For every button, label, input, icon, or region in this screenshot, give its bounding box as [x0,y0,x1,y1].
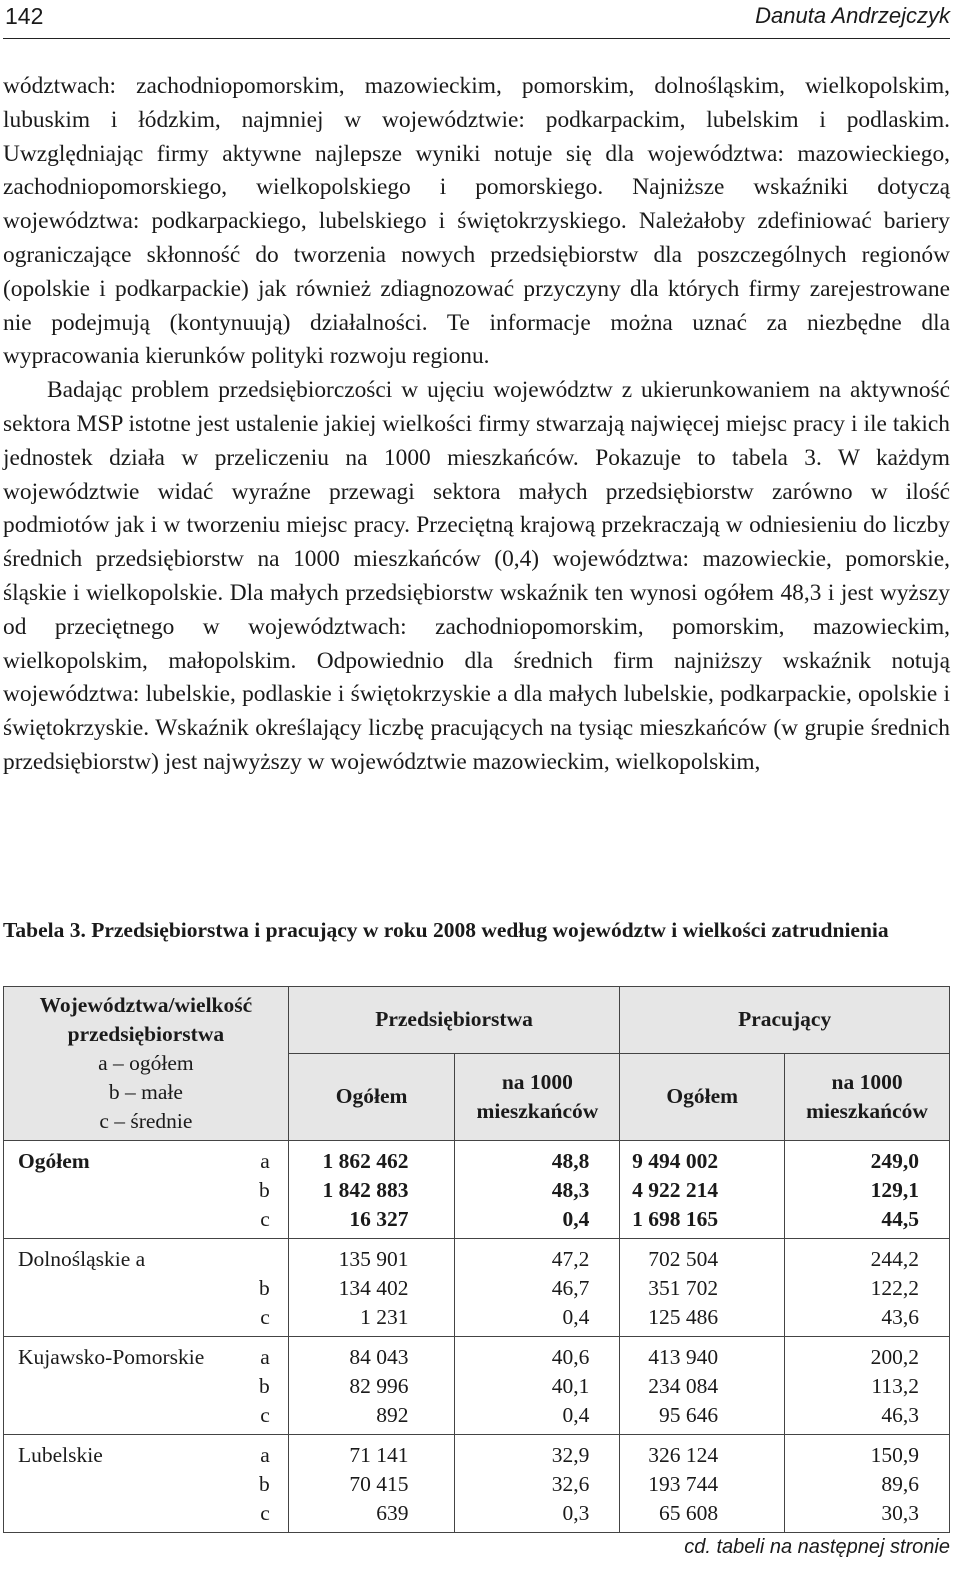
employed-total-cell [620,1435,785,1533]
value: 46,7 [551,1276,590,1300]
region-cell [4,1435,289,1533]
value: 46,3 [881,1403,919,1427]
region-header-title: Województwa/wielkość [39,993,253,1017]
col-header-total: Ogółem [288,1053,455,1140]
value: 16 327 [349,1207,409,1231]
table-body [4,1141,950,1533]
value: 95 646 [658,1403,719,1427]
value: 702 504 [648,1247,719,1271]
value: 70 415 [349,1472,409,1496]
region-name: Ogółem [18,1149,90,1173]
value: 48,3 [551,1178,590,1202]
col-header-per-1000-employed-line2: mieszkańców [806,1098,928,1123]
page-header [3,0,950,39]
enterprises-total-cell [288,1435,455,1533]
region-name: Lubelskie [18,1443,103,1467]
value: 89,6 [881,1472,919,1496]
value: 413 940 [648,1345,719,1369]
value: 113,2 [871,1374,919,1398]
employed-total-cell [620,1141,785,1239]
col-header-per-1000-line2: mieszkańców [476,1098,599,1123]
region-header [4,987,289,1141]
size-class-letter: a [260,1345,270,1369]
enterprises-total-cell [288,1141,455,1239]
col-header-per-1000 [455,1053,620,1140]
size-class-letter: c [260,1403,270,1427]
value: 249,0 [870,1149,919,1173]
size-class-letter: b [259,1178,270,1202]
value: 0,3 [562,1501,590,1525]
group-header-employed: Pracujący [620,987,950,1054]
employed-per-1000-cell [785,1337,950,1435]
value: 40,1 [551,1374,590,1398]
enterprises-per-1000-cell [455,1435,620,1533]
region-cell [4,1141,289,1239]
value: 65 608 [658,1501,719,1525]
size-class-letter: c [260,1305,270,1329]
value: 0,4 [562,1305,590,1329]
value: 1 698 165 [632,1207,719,1231]
value: 892 [376,1403,409,1427]
col-header-per-1000-line1: na 1000 [501,1069,573,1094]
legend-b: b – małe [108,1080,183,1104]
value: 30,3 [881,1501,919,1525]
region-name: Dolnośląskie a [18,1247,146,1271]
legend-a: a – ogółem [98,1051,194,1075]
paragraph: wództwach: zachodniopomorskim, mazowieckim, pomorskim, dolnośląskim, wielkopolskim, lubuskim i łódzkim, najmniej w województwie: podkarpackim, lubelskim i podlaskim. Uwzględniając firmy aktywne najlepsze wyniki notuje się dla województwa: mazowieckiego, zachodniopomorskiego, wielkopolskiego i pomorskiego. Najniższe wskaźniki dotyczą województwa: podkarpackiego, lubelskiego i świętokrzyskiego. Należałoby zdefiniować bariery ograniczające skłonność do tworzenia nowych przedsiębiorstw dla poszczególnych regionów (opolskie i podkarpackie) jak również zdiagnozować przyczyny dla których firmy zarejestrowane nie podejmują (kontynuują) działalności. Te informacje można uznać za niezbędne dla wypracowania kierunków polityki rozwoju regionu. [3,73,950,370]
value: 129,1 [870,1178,919,1202]
value: 244,2 [870,1247,919,1271]
value: 122,2 [870,1276,919,1300]
enterprises-per-1000-cell [455,1239,620,1337]
employed-per-1000-cell [785,1435,950,1533]
data-table [3,986,950,1533]
body-text [3,70,950,780]
value: 82 996 [349,1374,409,1398]
size-class-letter: b [259,1276,270,1300]
value: 200,2 [870,1345,919,1369]
col-header-per-1000-employed-line1: na 1000 [831,1069,903,1094]
value: 1 231 [360,1305,409,1329]
enterprises-total-cell [288,1239,455,1337]
value: 326 124 [648,1443,719,1467]
table-row [4,1141,950,1239]
value: 84 043 [349,1345,409,1369]
value: 4 922 214 [632,1178,719,1202]
value: 0,4 [562,1403,590,1427]
region-cell [4,1239,289,1337]
page-number: 142 [5,3,44,29]
col-header-per-1000-employed [785,1053,950,1140]
region-name: Kujawsko-Pomorskie [18,1345,205,1369]
value: 1 842 883 [322,1178,409,1202]
value: 0,4 [562,1207,590,1231]
employed-per-1000-cell [785,1239,950,1337]
value: 40,6 [551,1345,590,1369]
table-row [4,1435,950,1533]
value: 193 744 [648,1472,719,1496]
employed-total-cell [620,1337,785,1435]
value: 134 402 [338,1276,409,1300]
paragraph: Badając problem przedsiębiorczości w ujęciu województw z ukierunkowaniem na aktywność sektora MSP istotne jest ustalenie jakiej wielkości firmy stwarzają najwięcej miejsc pracy i ile takich jednostek działa w przeliczeniu na 1000 mieszkańców. Pokazuje to tabela 3. W każdym województwie widać wyraźne przewagi sektora małych przedsiębiorstw zarówno w ilość podmiotów jak i w tworzeniu miejsc pracy. Przeciętną krajową przekraczają w odniesieniu do liczby średnich przedsiębiorstw na 1000 mieszkańców (0,4) województwa: mazowieckie, pomorskie, śląskie i wielkopolskie. Dla małych przedsiębiorstw wskaźnik ten wynosi ogółem 48,3 i jest wyższy od przeciętnego w województwach: zachodniopomorskim, pomorskim, mazowieckim, wielkopolskim, małopolskim. Odpowiednio dla średnich firm najniższy wskaźnik notują województwa: lubelskie, podlaskie i świętokrzyskie a dla małych lubelskie, podkarpackie, opolskie i świętokrzyskie. Wskaźnik określający liczbę pracujących na tysiąc mieszkańców (w grupie średnich przedsiębiorstw) jest najwyższy w województwie mazowieckim, wielkopolskim, [3,377,950,775]
col-header-total-employed: Ogółem [620,1053,785,1140]
value: 639 [376,1501,409,1525]
size-class-letter: a [260,1443,270,1467]
size-class-letter: c [260,1207,270,1231]
value: 351 702 [648,1276,719,1300]
enterprises-total-cell [288,1337,455,1435]
value: 48,8 [551,1149,590,1173]
value: 32,6 [551,1472,590,1496]
employed-per-1000-cell [785,1141,950,1239]
size-class-letter: a [260,1149,270,1173]
value: 1 862 462 [322,1149,409,1173]
table-row [4,1239,950,1337]
region-cell [4,1337,289,1435]
value: 44,5 [881,1207,919,1231]
group-header-enterprises: Przedsiębiorstwa [288,987,620,1054]
table-caption: Tabela 3. Przedsiębiorstwa i pracujący w roku 2008 według województw i wielkości zatrudnienia [3,918,889,942]
value: 125 486 [648,1305,719,1329]
enterprises-per-1000-cell [455,1337,620,1435]
size-class-letter [259,1245,270,1274]
value: 150,9 [870,1443,919,1467]
value: 43,6 [881,1305,919,1329]
value: 9 494 002 [632,1149,719,1173]
table-row [4,1337,950,1435]
size-class-letter: b [259,1374,270,1398]
value: 47,2 [551,1247,590,1271]
value: 71 141 [349,1443,409,1467]
enterprises-per-1000-cell [455,1141,620,1239]
value: 32,9 [551,1443,590,1467]
continuation-note: cd. tabeli na następnej stronie [684,1536,950,1558]
value: 234 084 [648,1374,719,1398]
value: 135 901 [338,1247,409,1271]
legend-c: c – średnie [99,1109,193,1133]
size-class-letter: b [259,1472,270,1496]
running-head-author: Danuta Andrzejczyk [755,3,950,28]
region-header-subtitle: przedsiębiorstwa [67,1022,225,1046]
employed-total-cell [620,1239,785,1337]
size-class-letter: c [260,1501,270,1525]
